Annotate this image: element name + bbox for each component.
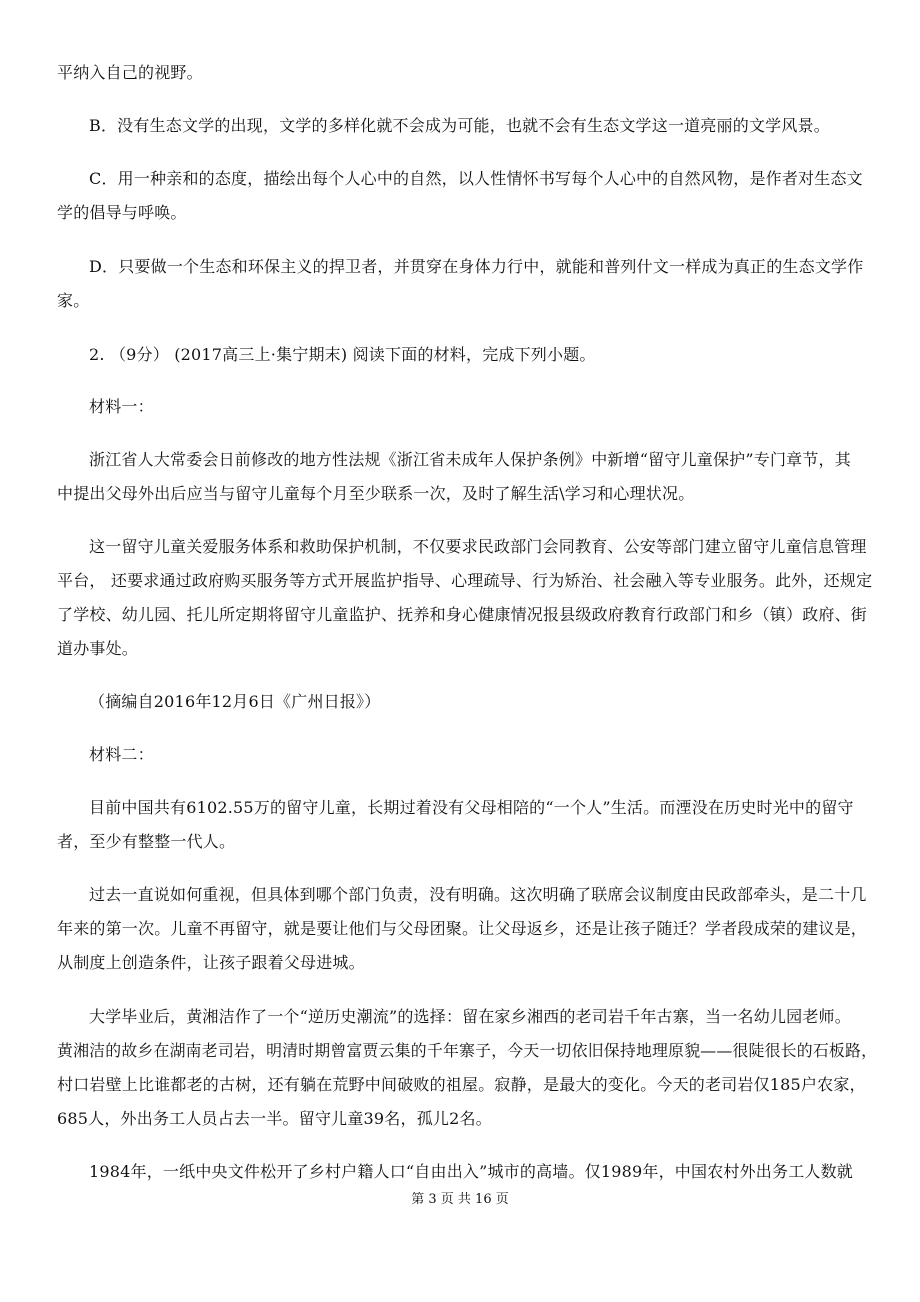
material-2-label: 材料二： <box>89 745 154 764</box>
paragraph-line: 了学校、幼儿园、托儿所定期将留守儿童监护、抚养和身心健康情况报县级政府教育行政部门和乡（镇）政府、街 <box>57 605 868 624</box>
paragraph-line: 者，至少有整整一代人。 <box>57 832 236 851</box>
material-1-label: 材料一： <box>89 397 154 416</box>
option-c-line-1: C．用一种亲和的态度，描绘出每个人心中的自然，以人性情怀书写每个人心中的自然风物，是作者对生态文 <box>89 169 863 188</box>
question-2-heading: 2. （9分） (2017高三上·集宁期末) 阅读下面的材料，完成下列小题。 <box>89 345 596 364</box>
paragraph-line: 685人，外出务工人员占去一半。留守儿童39名，孤儿2名。 <box>57 1109 492 1128</box>
page-footer: 第 3 页 共 16 页 <box>411 1192 509 1207</box>
text-line: 平纳入自己的视野。 <box>57 63 203 82</box>
option-d-line-1: D．只要做一个生态和环保主义的捍卫者，并贯穿在身体力行中，就能和普列什文一样成为真正的生态文学作 <box>89 257 864 276</box>
option-d-line-2: 家。 <box>57 291 90 310</box>
paragraph-line: 年来的第一次。儿童不再留守，就是要让他们与父母团聚。让父母返乡，还是让孩子随迁？学者段成荣的建议是， <box>57 919 868 938</box>
option-b: B．没有生态文学的出现，文学的多样化就不会成为可能，也就不会有生态文学这一道亮丽的文学风景。 <box>89 116 830 135</box>
option-c-line-2: 学的倡导与呼唤。 <box>57 203 187 222</box>
paragraph-line: 这一留守儿童关爱服务体系和救助保护机制，不仅要求民政部门会同教育、公安等部门建立留守儿童信息管理 <box>89 537 867 556</box>
paragraph-line: 1984年，一纸中央文件松开了乡村户籍人口“自由出入”城市的高墙。仅1989年，中国农村外出务工人数就 <box>89 1162 853 1181</box>
paragraph-line: 浙江省人大常委会日前修改的地方性法规《浙江省未成年人保护条例》中新增“留守儿童保护”专门章节，其 <box>89 450 851 469</box>
paragraph-line: 从制度上创造条件，让孩子跟着父母进城。 <box>57 953 365 972</box>
paragraph-line: 大学毕业后，黄湘洁作了一个“逆历史潮流”的选择：留在家乡湘西的老司岩千年古寨，当一名幼儿园老师。 <box>89 1007 851 1026</box>
paragraph-line: 中提出父母外出后应当与留守儿童每个月至少联系一次，及时了解生活\学习和心理状况。 <box>57 484 695 503</box>
paragraph-line: 过去一直说如何重视，但具体到哪个部门负责，没有明确。这次明确了联席会议制度由民政部牵头，是二十几 <box>89 885 867 904</box>
paragraph-line: 黄湘洁的故乡在湖南老司岩，明清时期曾富贾云集的千年寨子，今天一切依旧保持地理原貌——很陡很长的石板路， <box>57 1041 878 1060</box>
source-citation: （摘编自2016年12月6日《广州日报》） <box>89 692 381 711</box>
paragraph-line: 目前中国共有6102.55万的留守儿童，长期过着没有父母相陪的“一个人”生活。而湮没在历史时光中的留守 <box>89 798 854 817</box>
paragraph-line: 道办事处。 <box>57 639 139 658</box>
paragraph-line: 村口岩壁上比谁都老的古树，还有躺在荒野中间破败的祖屋。寂静，是最大的变化。今天的老司岩仅185户农家， <box>57 1075 866 1094</box>
paragraph-line: 平台， 还要求通过政府购买服务等方式开展监护指导、心理疏导、行为矫治、社会融入等专业服务。此外，还规定 <box>57 571 873 590</box>
